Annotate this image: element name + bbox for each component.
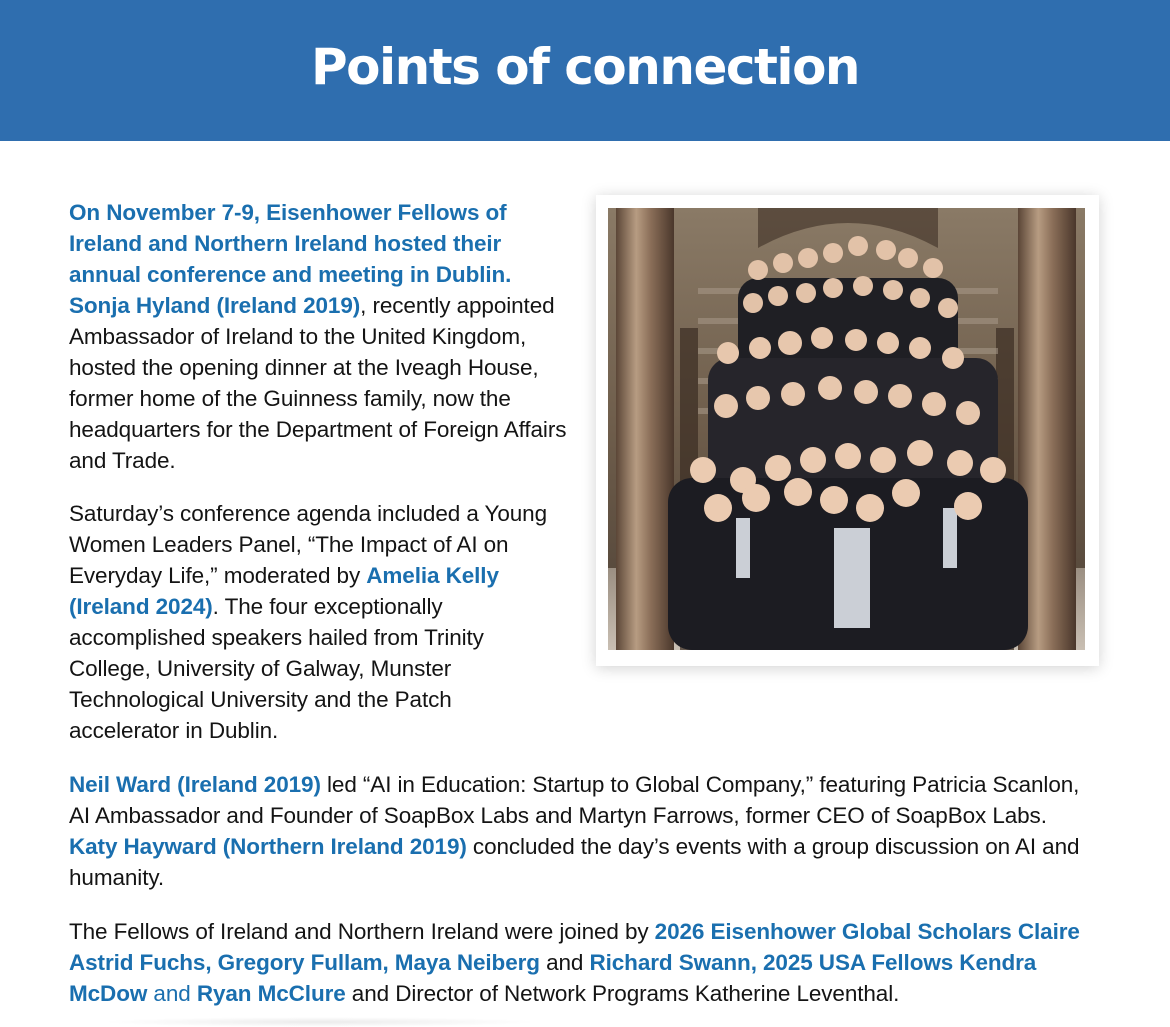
paragraph-attendees bbox=[69, 916, 1099, 1009]
attendees-and-1: and bbox=[539, 950, 590, 975]
attendees-and-2: and bbox=[147, 981, 197, 1006]
group-photo-illustration bbox=[608, 208, 1085, 650]
fellow-name-ryan-mcclure[interactable]: Ryan McClure bbox=[196, 981, 346, 1006]
agenda-text-rest: . The four exceptionally accomplished speakers hailed from Trinity College, University of Galway, Munster Technological University and the Patch accelerator in Dublin. bbox=[69, 594, 484, 743]
global-scholars-names[interactable]: 2026 Eisenhower Global Scholars Claire Astrid Fuchs, Gregory Fullam, Maya Neiberg bbox=[69, 919, 1080, 975]
paragraph-conference-intro bbox=[69, 197, 569, 476]
fellow-name-sonja-hyland[interactable]: Sonja Hyland (Ireland 2019) bbox=[69, 293, 361, 318]
ai-education-text: led “AI in Education: Startup to Global Company,” featuring Patricia Scanlon, AI Ambassador and Founder of SoapBox Labs and Martyn Farrows, former CEO of SoapBox Labs. bbox=[69, 772, 1080, 828]
paragraph-agenda bbox=[69, 498, 559, 746]
fellow-name-katy-hayward[interactable]: Katy Hayward (Northern Ireland 2019) bbox=[69, 834, 467, 859]
usa-fellows-names[interactable]: Richard Swann, 2025 USA Fellows Kendra McDow bbox=[69, 950, 1037, 1006]
page-bottom-shadow bbox=[100, 1017, 540, 1027]
fellow-name-amelia-kelly[interactable]: Amelia Kelly (Ireland 2024) bbox=[69, 563, 499, 619]
page-header bbox=[0, 0, 1170, 141]
group-photo bbox=[608, 208, 1085, 650]
attendees-rest: and Director of Network Programs Katherine Leventhal. bbox=[345, 981, 900, 1006]
ai-education-rest: concluded the day’s events with a group discussion on AI and humanity. bbox=[69, 834, 1080, 890]
attendees-text: The Fellows of Ireland and Northern Ireland were joined by bbox=[69, 919, 655, 944]
agenda-text: Saturday’s conference agenda included a Young Women Leaders Panel, “The Impact of AI on Everyday Life,” moderated by bbox=[69, 501, 547, 588]
photo-frame bbox=[596, 195, 1099, 666]
intro-lead: On November 7-9, Eisenhower Fellows of Ireland and Northern Ireland hosted their annual conference and meeting in Dublin. bbox=[69, 200, 512, 287]
fellow-name-neil-ward[interactable]: Neil Ward (Ireland 2019) bbox=[69, 772, 321, 797]
page-title: Points of connection bbox=[310, 37, 860, 96]
paragraph-ai-education bbox=[69, 769, 1089, 893]
intro-rest: , recently appointed Ambassador of Ireland to the United Kingdom, hosted the opening dinner at the Iveagh House, former home of the Guinness family, now the headquarters for the Department of Foreign Affairs and Trade. bbox=[69, 293, 567, 473]
